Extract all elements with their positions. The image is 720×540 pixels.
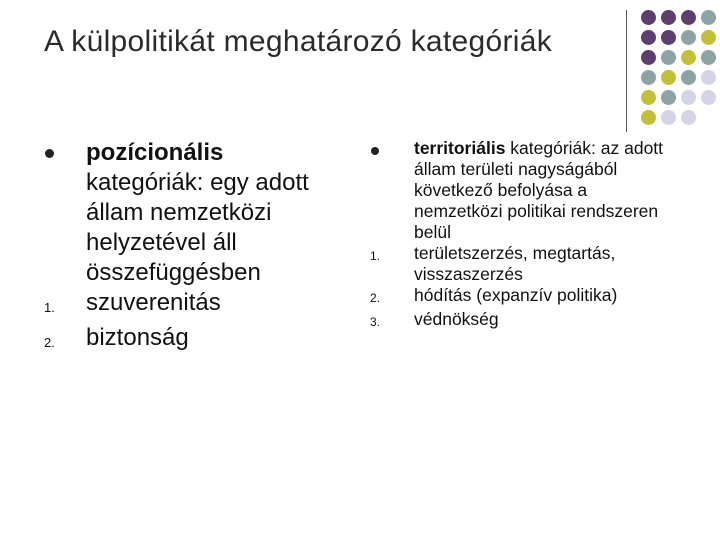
numbered-item <box>370 285 670 309</box>
decor-dot <box>641 90 656 105</box>
numbered-item <box>44 323 344 358</box>
bullet-text <box>414 138 670 243</box>
decor-dot <box>641 110 656 125</box>
decor-dot <box>661 90 676 105</box>
bullet-description: kategóriák: az adott állam területi nagyságából következő befolyása a nemzetközi politikai rendszeren belül <box>414 138 664 242</box>
right-column <box>370 138 670 333</box>
item-number: 2. <box>370 291 381 305</box>
bullet-description: kategóriák: egy adott állam nemzetközi helyzetével áll összefüggésben <box>86 169 309 286</box>
item-text: hódítás (expanzív politika) <box>414 285 618 305</box>
decor-dot <box>661 50 676 65</box>
numbered-item <box>370 309 670 333</box>
decor-dot <box>701 70 716 85</box>
decor-dot <box>641 50 656 65</box>
bullet-item <box>370 138 670 243</box>
decor-dot <box>641 10 656 25</box>
decor-dot <box>681 30 696 45</box>
decor-dot <box>701 90 716 105</box>
decor-dot <box>701 10 716 25</box>
decor-dot <box>681 90 696 105</box>
decor-dot <box>681 110 696 125</box>
bullet-keyword: pozícionális <box>86 139 224 166</box>
decorative-dot-grid <box>0 0 720 140</box>
decor-dot <box>681 70 696 85</box>
decor-dot <box>681 50 696 65</box>
item-text: védnökség <box>414 309 499 329</box>
bullet-dot-icon <box>371 147 379 155</box>
bullet-text <box>86 138 344 288</box>
divider-line <box>626 10 627 132</box>
item-number: 1. <box>370 249 381 263</box>
decor-dot <box>661 10 676 25</box>
item-text: biztonság <box>86 324 189 351</box>
item-text: szuverenitás <box>86 289 221 316</box>
bullet-item <box>44 138 344 288</box>
item-number: 1. <box>44 300 55 315</box>
decor-dot <box>661 30 676 45</box>
decor-dot <box>641 30 656 45</box>
bullet-marker <box>44 138 86 158</box>
decor-dot <box>641 70 656 85</box>
decor-dot <box>701 50 716 65</box>
item-number: 2. <box>44 335 55 350</box>
left-column <box>44 138 344 358</box>
numbered-item <box>370 243 670 285</box>
decor-dot <box>661 70 676 85</box>
item-text: területszerzés, megtartás, visszaszerzés <box>414 243 616 284</box>
decor-dot <box>681 10 696 25</box>
decor-dot <box>701 30 716 45</box>
bullet-dot-icon <box>45 149 54 158</box>
decor-dot <box>661 110 676 125</box>
item-number: 3. <box>370 315 381 329</box>
numbered-item <box>44 288 344 323</box>
slide-title: A külpolitikát meghatározó kategóriák <box>44 25 553 58</box>
bullet-marker <box>370 138 414 155</box>
bullet-keyword: territoriális <box>414 138 506 158</box>
